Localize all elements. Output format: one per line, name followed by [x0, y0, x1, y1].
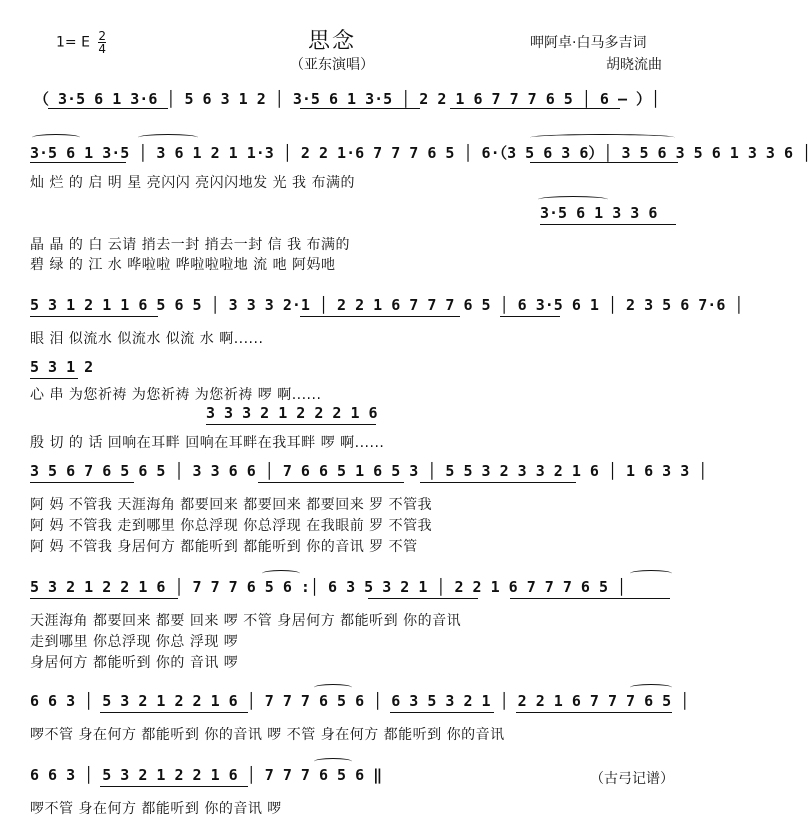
notation-row-4: 5 3 1 2 1 1 6 5 6 5 │ 3 3 3 2·1 │ 2 2 1 6 7 7 7 6 5 │ 6 3·5 6 1 │ 2 3 5 6 7·6 │	[30, 296, 744, 314]
lyrics-row-8a: 天涯海角 都要回来 都要 回来 啰 不管 身居何方 都能听到 你的音讯	[30, 613, 462, 629]
underline-beam	[530, 162, 678, 163]
key-signature	[56, 30, 106, 55]
underline-beam	[30, 482, 134, 483]
lyrics-row-9: 啰不管 身在何方 都能听到 你的音讯 啰 不管 身在何方 都能听到 你的音讯	[30, 727, 505, 743]
lyrics-row-4: 眼 泪 似流水 似流水 似流 水 啊......	[30, 331, 264, 347]
notation-row-6-alt: 3 3 3 2 1 2 2 2 1 6	[206, 404, 378, 422]
meter-bottom: 4	[98, 42, 107, 56]
notation-row-intro: （ 3·5 6 1 3·6 │ 5 6 3 1 2 │ 3·5 6 1 3·5 │ 2 2 1 6 7 7 7 6 5 │ 6 – ）│	[34, 90, 661, 108]
lyrics-row-7c: 阿 妈 不管我 身居何方 都能听到 都能听到 你的音讯 罗 不管	[30, 539, 418, 555]
notation-row-9: 6 6 3 │ 5 3 2 1 2 2 1 6 │ 7 7 7 6 5 6 │ 6 3 5 3 2 1 │ 2 2 1 6 7 7 7 6 5 │	[30, 692, 690, 710]
slur-mark	[530, 134, 675, 141]
slur-mark	[262, 570, 300, 577]
slur-mark	[314, 758, 352, 765]
lyrics-row-8b: 走到哪里 你总浮现 你总 浮现 啰	[30, 634, 239, 650]
underline-beam	[258, 482, 404, 483]
underline-beam	[300, 108, 420, 109]
underline-beam	[390, 712, 494, 713]
underline-beam	[516, 712, 672, 713]
notation-row-2-alt: 3·5 6 1 3 3 6	[540, 204, 658, 222]
lyrics-row-3a: 晶 晶 的 白 云请 捎去一封 捎去一封 信 我 布满的	[30, 237, 351, 253]
slur-mark	[630, 570, 672, 577]
notation-row-7: 3 5 6 7 6 5 6 5 │ 3 3 6 6 │ 7 6 6 5 1 6 5 3 │ 5 5 3 2 3 3 2 1 6 │ 1 6 3 3 │	[30, 462, 708, 480]
lyrics-row-10: 啰不管 身在何方 都能听到 你的音讯 啰	[30, 801, 282, 817]
lyricist-credit: 呷阿卓·白马多吉词	[530, 35, 647, 51]
transcriber-credit: （古弓记谱）	[590, 771, 674, 787]
lyrics-row-3b: 碧 绿 的 江 水 哗啦啦 哗啦啦啦地 流 吔 阿妈吔	[30, 257, 336, 273]
slur-mark	[538, 196, 608, 203]
notation-row-5-alt: 5 3 1 2	[30, 358, 94, 376]
underline-beam	[206, 424, 376, 425]
underline-beam	[368, 598, 478, 599]
underline-beam	[420, 482, 576, 483]
slur-mark	[630, 684, 672, 691]
notation-row-1: 3·5 6 1 3·5 │ 3 6 1 2 1 1·3 │ 2 2 1·6 7 7 7 6 5 │ 6·（3 5 6 3 6）│ 3 5 6 3 5 6 1 3 3 6 │	[30, 144, 811, 162]
song-title: 思念	[308, 29, 357, 54]
lyrics-row-5: 心 串 为您祈祷 为您祈祷 为您祈祷 啰 啊......	[30, 387, 322, 403]
lyrics-row-7b: 阿 妈 不管我 走到哪里 你总浮现 你总浮现 在我眼前 罗 不管我	[30, 518, 433, 534]
slur-mark	[138, 134, 198, 141]
underline-beam	[100, 786, 248, 787]
underline-beam	[30, 378, 78, 379]
lyrics-row-8c: 身居何方 都能听到 你的 音讯 啰	[30, 655, 239, 671]
lyrics-row-6: 殷 切 的 话 回响在耳畔 回响在耳畔在我耳畔 啰 啊......	[30, 435, 385, 451]
underline-beam	[510, 598, 670, 599]
lyrics-row-1: 灿 烂 的 启 明 星 亮闪闪 亮闪闪地发 光 我 布满的	[30, 175, 356, 191]
underline-beam	[540, 224, 676, 225]
underline-beam	[300, 316, 460, 317]
time-signature	[98, 30, 106, 55]
key-text: 1= E	[56, 34, 90, 51]
underline-beam	[100, 712, 248, 713]
composer-credit: 胡晓流曲	[606, 57, 662, 73]
underline-beam	[30, 598, 178, 599]
meter-top: 2	[98, 29, 107, 43]
lyrics-row-7a: 阿 妈 不管我 天涯海角 都要回来 都要回来 都要回来 罗 不管我	[30, 497, 433, 513]
notation-row-8: 5 3 2 1 2 2 1 6 │ 7 7 7 6 5 6 :│ 6 3 5 3 2 1 │ 2 2 1 6 7 7 7 6 5 │	[30, 578, 627, 596]
underline-beam	[48, 108, 168, 109]
slur-mark	[314, 684, 352, 691]
slur-mark	[32, 134, 80, 141]
notation-row-10: 6 6 3 │ 5 3 2 1 2 2 1 6 │ 7 7 7 6 5 6 ‖	[30, 766, 383, 784]
underline-beam	[450, 108, 620, 109]
underline-beam	[500, 316, 560, 317]
underline-beam	[30, 316, 158, 317]
underline-beam	[30, 162, 126, 163]
singer-credit: （亚东演唱）	[290, 57, 374, 73]
